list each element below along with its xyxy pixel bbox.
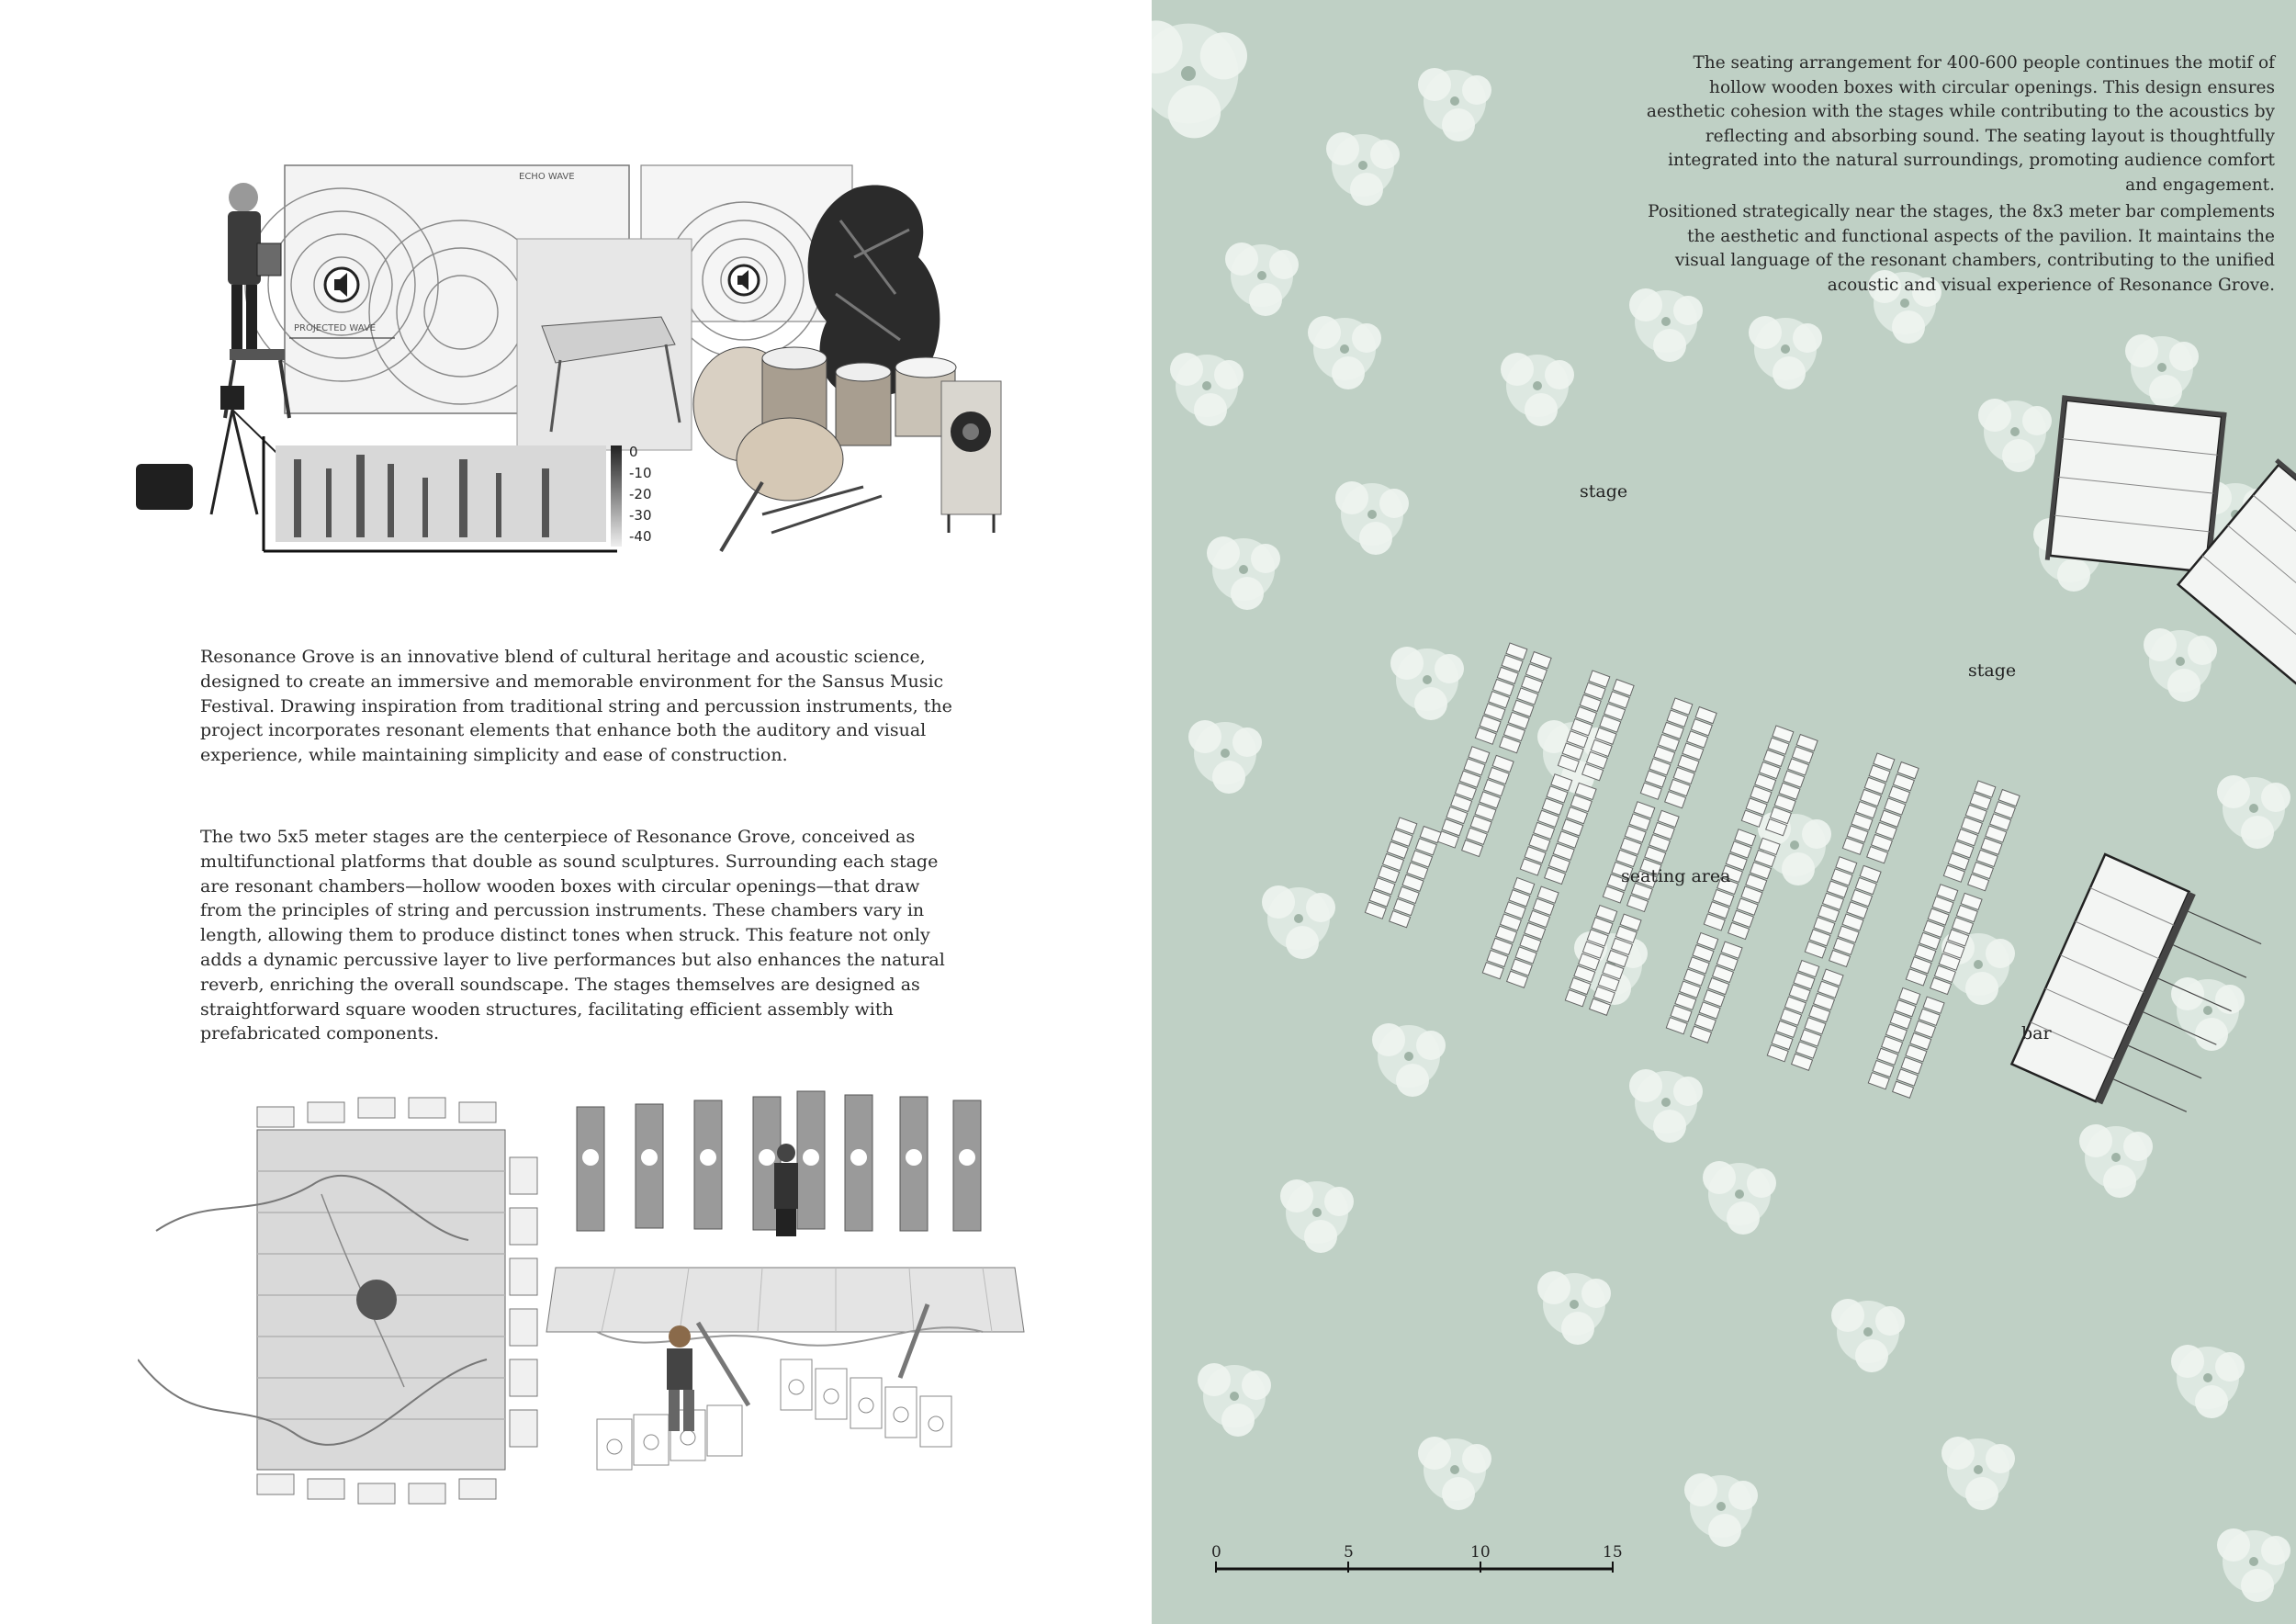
scale-tick-label: 5 xyxy=(1344,1543,1354,1562)
stages-paragraph: The two 5x5 meter stages are the centerpiece of Resonance Grove, conceived as multifunctional platforms that double as sound sculptures. Surrounding each stage are resonant chambers—hollow wooden boxes with circular openings—that draw from the principles of string and percussion instruments. These chambers vary in length, allowing them to produce distinct tones when struck. This feature not only adds a dynamic percussive layer to live performances but also enhances the natural reverb, enriching the overall soundscape. The stages themselves are designed as straightforward square wooden structures, facilitating efficient assembly with prefabricated components. xyxy=(200,827,945,1044)
colorbar-tick: -30 xyxy=(629,507,652,524)
stage-2-label: stage xyxy=(1968,660,2017,681)
colorbar-tick: -10 xyxy=(629,465,652,481)
scale-tick-label: 0 xyxy=(1211,1543,1221,1562)
scale-tick-label: 15 xyxy=(1603,1543,1623,1562)
echo-wave-label: ECHO WAVE xyxy=(519,172,575,182)
square-stage-plan xyxy=(138,1098,537,1504)
right-page xyxy=(1152,0,2296,1624)
spectrogram-chart xyxy=(264,436,652,551)
bar-label: bar xyxy=(2021,1023,2052,1043)
musician-figure xyxy=(225,183,289,418)
speaker-cabinet xyxy=(941,381,1001,533)
intro-paragraph: Resonance Grove is an innovative blend of cultural heritage and acoustic science, designed to create an immersive and memorable environment for the Sansus Music Festival. Drawing inspiration from traditional string and percussion instruments, the project incorporates resonant elements that enhance both the auditory and visual experience, while maintaining simplicity and ease of construction. xyxy=(200,647,952,766)
seating-area-label: seating area xyxy=(1621,866,1731,886)
colorbar-tick: -20 xyxy=(629,486,652,502)
perspective-stage xyxy=(546,1091,1024,1405)
scale-tick-label: 10 xyxy=(1470,1543,1491,1562)
projected-wave-label: PROJECTED WAVE xyxy=(294,323,377,333)
stage-illustrations xyxy=(138,1084,1038,1516)
drums xyxy=(693,347,956,551)
colorbar-tick: 0 xyxy=(629,444,638,460)
stage-1-label: stage xyxy=(1580,481,1628,502)
seating-paragraph: The seating arrangement for 400-600 people continues the motif of hollow wooden boxes with circular openings. This design ensures aesthetic cohesion with the stages while contributing to the acoustics by reflecting and absorbing sound. The seating layout is thoughtfully integrated into the natural surroundings, promoting audience comfort and engagement. xyxy=(1646,53,2275,195)
stage-1-plan xyxy=(2045,395,2227,577)
colorbar-tick: -40 xyxy=(629,528,652,545)
bar-paragraph: Positioned strategically near the stages, the 8x3 meter bar complements the aesthetic and functional aspects of the pavilion. It maintains the visual language of the resonant chambers, contributing to the unified acoustic and visual experience of Resonance Grove. xyxy=(1648,202,2275,295)
instrument-collage xyxy=(129,156,1047,570)
scale-bar xyxy=(1216,1562,1613,1573)
